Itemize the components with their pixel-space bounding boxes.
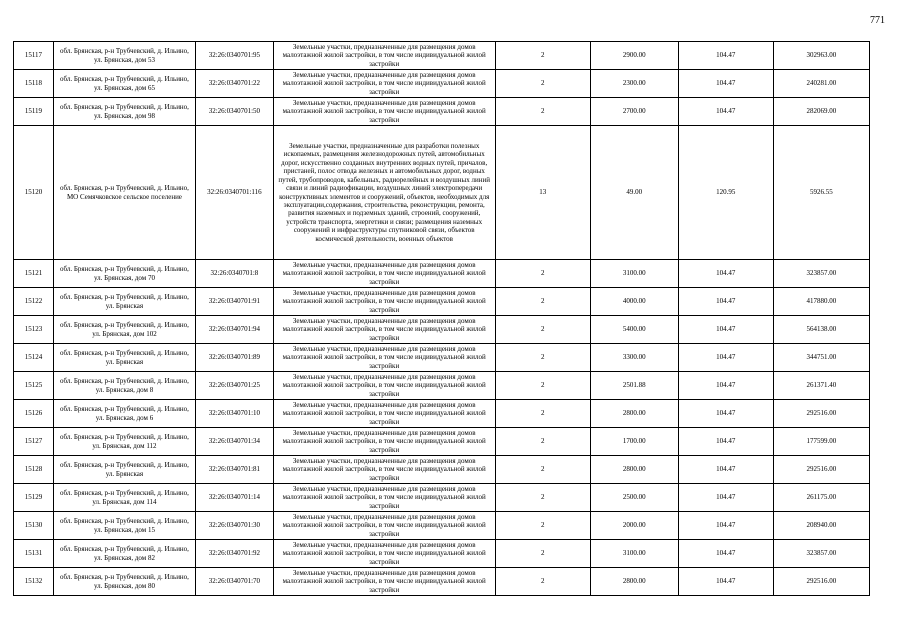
row-id: 15123 [14, 316, 54, 344]
row-purpose-code: 13 [495, 126, 590, 260]
row-address: обл. Брянская, р-н Трубчевский, д. Ильино, ул. Брянская, дом 70 [53, 260, 195, 288]
row-cadastral-value: 177599.00 [773, 428, 869, 456]
row-cadastral-value: 292516.00 [773, 400, 869, 428]
row-land-purpose: Земельные участки, предназначенные для разработки полезных ископаемых, размещения железнодорожных путей, автомобильных дорог, искусственно созданных внутренних водных путей, причалов, пристаней, полос отвода железных и автомобильных дорог, водных путей, трубопроводов, кабельных, радиорелейных и воздушных линий связи и линий радиофикации, воздушных линий электропередачи конструктивных элементов и сооружений, объектов, необходимых для эксплуатации,содержания, строительства, реконструкции, ремонта, развития наземных и подземных зданий, строений, сооружений, устройств транспорта, энергетики и связи; размещения наземных сооружений и инфраструктуры спутниковой связи, объектов космической деятельности, военных объектов [273, 126, 495, 260]
row-address: обл. Брянская, р-н Трубчевский, д. Ильино, ул. Брянская, дом 82 [53, 540, 195, 568]
row-purpose-code: 2 [495, 400, 590, 428]
row-area: 2500.00 [590, 484, 678, 512]
table-row [14, 372, 870, 400]
row-cadastral-number: 32:26:0340701:81 [196, 456, 274, 484]
row-id: 15117 [14, 42, 54, 70]
row-land-purpose: Земельные участки, предназначенные для размещения домов малоэтажной жилой застройки, в том числе индивидуальной жилой застройки [273, 260, 495, 288]
row-area: 1700.00 [590, 428, 678, 456]
row-cadastral-number: 32:26:0340701:116 [196, 126, 274, 260]
table-row [14, 316, 870, 344]
row-land-purpose: Земельные участки, предназначенные для размещения домов малоэтажной жилой застройки, в том числе индивидуальной жилой застройки [273, 70, 495, 98]
row-specific-value: 104.47 [678, 540, 773, 568]
row-id: 15124 [14, 344, 54, 372]
row-address: обл. Брянская, р-н Трубчевский, д. Ильино, ул. Брянская, дом 102 [53, 316, 195, 344]
row-address: обл. Брянская, р-н Трубчевский, д. Ильино, ул. Брянская, дом 15 [53, 512, 195, 540]
land-registry-table [13, 41, 870, 596]
row-land-purpose: Земельные участки, предназначенные для размещения домов малоэтажной жилой застройки, в том числе индивидуальной жилой застройки [273, 428, 495, 456]
row-purpose-code: 2 [495, 484, 590, 512]
row-cadastral-value: 564138.00 [773, 316, 869, 344]
row-address: обл. Брянская, р-н Трубчевский, д. Ильино, ул. Брянская, дом 114 [53, 484, 195, 512]
row-cadastral-number: 32:26:0340701:14 [196, 484, 274, 512]
page-number: 771 [870, 15, 885, 26]
row-area: 2800.00 [590, 456, 678, 484]
row-land-purpose: Земельные участки, предназначенные для размещения домов малоэтажной жилой застройки, в том числе индивидуальной жилой застройки [273, 288, 495, 316]
row-area: 2000.00 [590, 512, 678, 540]
row-address: обл. Брянская, р-н Трубчевский, д. Ильино, ул. Брянская, дом 65 [53, 70, 195, 98]
row-specific-value: 104.47 [678, 344, 773, 372]
row-cadastral-value: 344751.00 [773, 344, 869, 372]
table-row [14, 568, 870, 596]
row-specific-value: 104.47 [678, 42, 773, 70]
row-specific-value: 104.47 [678, 70, 773, 98]
row-purpose-code: 2 [495, 372, 590, 400]
row-purpose-code: 2 [495, 344, 590, 372]
table-row [14, 484, 870, 512]
row-purpose-code: 2 [495, 512, 590, 540]
row-cadastral-number: 32:26:0340701:92 [196, 540, 274, 568]
row-id: 15119 [14, 98, 54, 126]
row-cadastral-number: 32:26:0340701:89 [196, 344, 274, 372]
table-row [14, 344, 870, 372]
row-address: обл. Брянская, р-н Трубчевский, д. Ильино, ул. Брянская, дом 6 [53, 400, 195, 428]
table-row [14, 126, 870, 260]
row-cadastral-value: 323857.00 [773, 540, 869, 568]
row-area: 2300.00 [590, 70, 678, 98]
row-cadastral-number: 32:26:0340701:25 [196, 372, 274, 400]
row-cadastral-value: 302963.00 [773, 42, 869, 70]
row-address: обл. Брянская, р-н Трубчевский, д. Ильино, ул. Брянская [53, 288, 195, 316]
table-row [14, 540, 870, 568]
row-specific-value: 104.47 [678, 288, 773, 316]
row-address: обл. Брянская, р-н Трубчевский, д. Ильино, МО Семячковское сельское поселение [53, 126, 195, 260]
row-cadastral-number: 32:26:0340701:10 [196, 400, 274, 428]
row-cadastral-value: 5926.55 [773, 126, 869, 260]
row-id: 15118 [14, 70, 54, 98]
row-id: 15127 [14, 428, 54, 456]
row-land-purpose: Земельные участки, предназначенные для размещения домов малоэтажной жилой застройки, в том числе индивидуальной жилой застройки [273, 344, 495, 372]
row-id: 15125 [14, 372, 54, 400]
row-land-purpose: Земельные участки, предназначенные для размещения домов малоэтажной жилой застройки, в том числе индивидуальной жилой застройки [273, 484, 495, 512]
row-cadastral-number: 32:26:0340701:34 [196, 428, 274, 456]
row-area: 3300.00 [590, 344, 678, 372]
table-row [14, 260, 870, 288]
row-cadastral-number: 32:26:0340701:91 [196, 288, 274, 316]
row-cadastral-number: 32:26:0340701:22 [196, 70, 274, 98]
row-specific-value: 104.47 [678, 260, 773, 288]
row-specific-value: 104.47 [678, 98, 773, 126]
row-cadastral-value: 292516.00 [773, 568, 869, 596]
row-cadastral-value: 208940.00 [773, 512, 869, 540]
row-land-purpose: Земельные участки, предназначенные для размещения домов малоэтажной жилой застройки, в том числе индивидуальной жилой застройки [273, 372, 495, 400]
row-land-purpose: Земельные участки, предназначенные для размещения домов малоэтажной жилой застройки, в том числе индивидуальной жилой застройки [273, 98, 495, 126]
row-address: обл. Брянская, р-н Трубчевский, д. Ильино, ул. Брянская, дом 112 [53, 428, 195, 456]
table-row [14, 428, 870, 456]
table-row [14, 456, 870, 484]
row-cadastral-value: 261175.00 [773, 484, 869, 512]
table-row [14, 512, 870, 540]
row-specific-value: 104.47 [678, 316, 773, 344]
row-land-purpose: Земельные участки, предназначенные для размещения домов малоэтажной жилой застройки, в том числе индивидуальной жилой застройки [273, 400, 495, 428]
table-row [14, 288, 870, 316]
row-id: 15126 [14, 400, 54, 428]
row-land-purpose: Земельные участки, предназначенные для размещения домов малоэтажной жилой застройки, в том числе индивидуальной жилой застройки [273, 540, 495, 568]
row-cadastral-value: 417880.00 [773, 288, 869, 316]
row-specific-value: 104.47 [678, 484, 773, 512]
table-row [14, 70, 870, 98]
row-purpose-code: 2 [495, 428, 590, 456]
row-cadastral-value: 240281.00 [773, 70, 869, 98]
row-specific-value: 104.47 [678, 456, 773, 484]
row-area: 4000.00 [590, 288, 678, 316]
row-id: 15120 [14, 126, 54, 260]
row-cadastral-value: 323857.00 [773, 260, 869, 288]
row-purpose-code: 2 [495, 316, 590, 344]
row-id: 15128 [14, 456, 54, 484]
row-area: 5400.00 [590, 316, 678, 344]
row-area: 3100.00 [590, 540, 678, 568]
row-id: 15122 [14, 288, 54, 316]
row-specific-value: 104.47 [678, 372, 773, 400]
row-id: 15129 [14, 484, 54, 512]
row-purpose-code: 2 [495, 540, 590, 568]
row-id: 15130 [14, 512, 54, 540]
row-address: обл. Брянская, р-н Трубчевский, д. Ильино, ул. Брянская, дом 8 [53, 372, 195, 400]
row-address: обл. Брянская, р-н Трубчевский, д. Ильино, ул. Брянская [53, 456, 195, 484]
row-cadastral-number: 32:26:0340701:70 [196, 568, 274, 596]
row-cadastral-number: 32:26:0340701:50 [196, 98, 274, 126]
row-area: 2700.00 [590, 98, 678, 126]
row-id: 15121 [14, 260, 54, 288]
row-cadastral-number: 32:26:0340701:95 [196, 42, 274, 70]
row-id: 15132 [14, 568, 54, 596]
row-specific-value: 104.47 [678, 400, 773, 428]
row-specific-value: 120.95 [678, 126, 773, 260]
row-specific-value: 104.47 [678, 512, 773, 540]
table-row [14, 98, 870, 126]
row-cadastral-value: 261371.40 [773, 372, 869, 400]
row-address: обл. Брянская, р-н Трубчевский, д. Ильино, ул. Брянская, дом 53 [53, 42, 195, 70]
row-cadastral-number: 32:26:0340701:30 [196, 512, 274, 540]
row-purpose-code: 2 [495, 260, 590, 288]
row-address: обл. Брянская, р-н Трубчевский, д. Ильино, ул. Брянская, дом 80 [53, 568, 195, 596]
row-land-purpose: Земельные участки, предназначенные для размещения домов малоэтажной жилой застройки, в том числе индивидуальной жилой застройки [273, 568, 495, 596]
row-purpose-code: 2 [495, 568, 590, 596]
row-land-purpose: Земельные участки, предназначенные для размещения домов малоэтажной жилой застройки, в том числе индивидуальной жилой застройки [273, 456, 495, 484]
table-row [14, 400, 870, 428]
row-id: 15131 [14, 540, 54, 568]
row-cadastral-value: 282069.00 [773, 98, 869, 126]
row-area: 2800.00 [590, 568, 678, 596]
row-specific-value: 104.47 [678, 568, 773, 596]
row-area: 3100.00 [590, 260, 678, 288]
row-land-purpose: Земельные участки, предназначенные для размещения домов малоэтажной жилой застройки, в том числе индивидуальной жилой застройки [273, 512, 495, 540]
row-purpose-code: 2 [495, 456, 590, 484]
row-specific-value: 104.47 [678, 428, 773, 456]
row-address: обл. Брянская, р-н Трубчевский, д. Ильино, ул. Брянская [53, 344, 195, 372]
row-area: 2900.00 [590, 42, 678, 70]
table-row [14, 42, 870, 70]
row-area: 2800.00 [590, 400, 678, 428]
row-purpose-code: 2 [495, 42, 590, 70]
row-address: обл. Брянская, р-н Трубчевский, д. Ильино, ул. Брянская, дом 98 [53, 98, 195, 126]
row-area: 49.00 [590, 126, 678, 260]
row-purpose-code: 2 [495, 288, 590, 316]
row-cadastral-value: 292516.00 [773, 456, 869, 484]
row-cadastral-number: 32:26:0340701:94 [196, 316, 274, 344]
row-purpose-code: 2 [495, 70, 590, 98]
row-purpose-code: 2 [495, 98, 590, 126]
row-area: 2501.88 [590, 372, 678, 400]
row-cadastral-number: 32:26:0340701:8 [196, 260, 274, 288]
row-land-purpose: Земельные участки, предназначенные для размещения домов малоэтажной жилой застройки, в том числе индивидуальной жилой застройки [273, 42, 495, 70]
row-land-purpose: Земельные участки, предназначенные для размещения домов малоэтажной жилой застройки, в том числе индивидуальной жилой застройки [273, 316, 495, 344]
